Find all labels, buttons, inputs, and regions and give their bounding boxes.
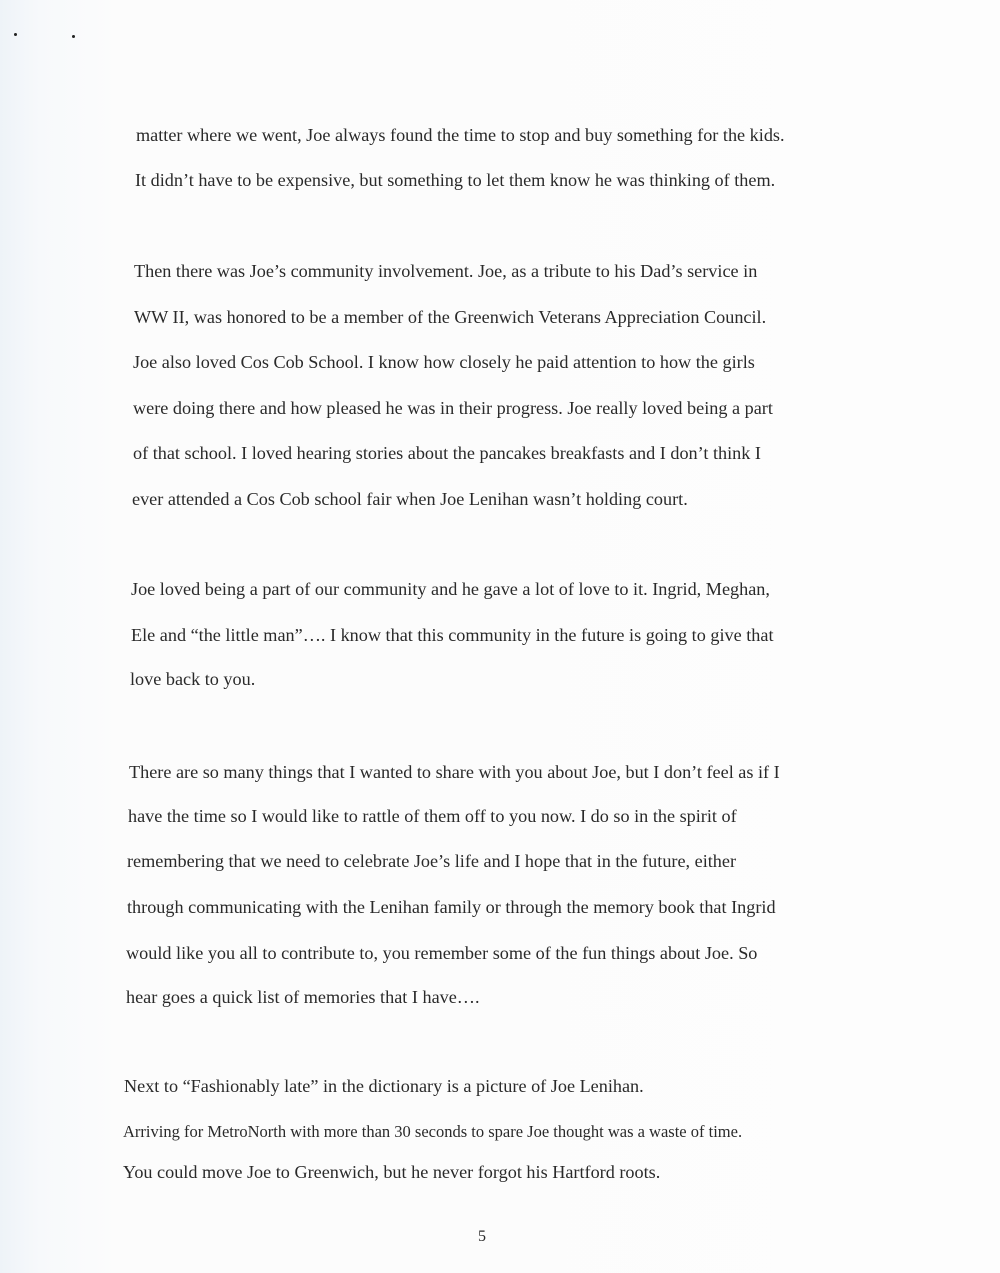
body-text-line: Next to “Fashionably late” in the dictionary is a picture of Joe Lenihan. <box>124 1076 644 1096</box>
page-number: 5 <box>478 1228 486 1245</box>
body-text-line: remembering that we need to celebrate Joe’s life and I hope that in the future, either <box>127 851 737 871</box>
body-text-line: were doing there and how pleased he was in their progress. Joe really loved being a part <box>133 398 773 418</box>
scan-mark <box>14 33 17 36</box>
body-text-line: There are so many things that I wanted to share with you about Joe, but I don’t feel as if I <box>129 762 780 782</box>
scan-mark <box>72 35 75 38</box>
body-text-line: Joe also loved Cos Cob School. I know how closely he paid attention to how the girls <box>133 352 755 372</box>
body-text-line: You could move Joe to Greenwich, but he never forgot his Hartford roots. <box>123 1162 661 1182</box>
body-text-line: It didn’t have to be expensive, but something to let them know he was thinking of them. <box>135 170 776 190</box>
body-text-line: WW II, was honored to be a member of the Greenwich Veterans Appreciation Council. <box>134 307 767 327</box>
body-text-line: of that school. I loved hearing stories about the pancakes breakfasts and I don’t think I <box>133 443 761 463</box>
body-text-line: hear goes a quick list of memories that I have…. <box>126 987 480 1007</box>
body-text-line: love back to you. <box>130 669 256 689</box>
body-text-line: Ele and “the little man”…. I know that this community in the future is going to give that <box>131 625 774 645</box>
body-text-line: have the time so I would like to rattle of them off to you now. I do so in the spirit of <box>128 806 737 826</box>
body-text-line: matter where we went, Joe always found the time to stop and buy something for the kids. <box>136 125 785 145</box>
body-text-line: Arriving for MetroNorth with more than 30 seconds to spare Joe thought was a waste of time. <box>123 1122 743 1141</box>
body-text-line: Joe loved being a part of our community and he gave a lot of love to it. Ingrid, Meghan, <box>131 579 770 599</box>
body-text-line: through communicating with the Lenihan family or through the memory book that Ingrid <box>127 897 776 917</box>
body-text-line: ever attended a Cos Cob school fair when Joe Lenihan wasn’t holding court. <box>132 489 688 509</box>
body-text-line: Then there was Joe’s community involvement. Joe, as a tribute to his Dad’s service in <box>134 261 758 281</box>
body-text-line: would like you all to contribute to, you remember some of the fun things about Joe. So <box>126 943 758 963</box>
